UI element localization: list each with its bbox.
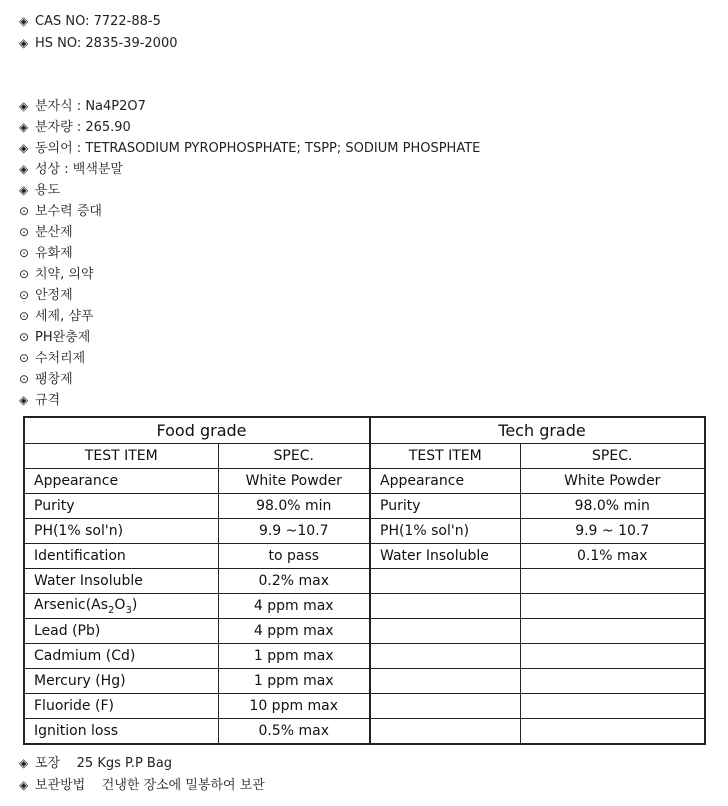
food-spec: White Powder (218, 469, 370, 494)
circle-dot-icon: ⊙ (19, 330, 30, 344)
diamond-icon: ◈ (19, 141, 29, 155)
column-header-row (24, 444, 705, 469)
circle-dot-icon: ⊙ (19, 204, 30, 218)
use-item (19, 307, 94, 326)
food-spec: 98.0% min (218, 494, 370, 519)
arsenic-sub-2: 2 (108, 604, 115, 616)
diamond-icon: ◈ (19, 14, 29, 28)
tech-item: Purity (370, 494, 520, 519)
table-row (24, 694, 705, 719)
circle-dot-icon: ⊙ (19, 246, 30, 260)
food-item: Identification (24, 544, 218, 569)
use-item (19, 370, 73, 389)
food-spec: 4 ppm max (218, 594, 370, 619)
arsenic-sub-3: 3 (125, 604, 132, 616)
tech-spec: 98.0% min (520, 494, 705, 519)
food-spec: to pass (218, 544, 370, 569)
use-text: 팽창제 (35, 372, 73, 387)
synonym-text: 동의어 : TETRASODIUM PYROPHOSPHATE; TSPP; SODIUM PHOSPHATE (35, 141, 481, 156)
empty-cell (370, 719, 520, 745)
diamond-icon: ◈ (19, 162, 29, 176)
arsenic-mid: O (114, 596, 126, 613)
empty-cell (370, 569, 520, 594)
use-item (19, 265, 94, 284)
tech-test-item-header: TEST ITEM (370, 444, 520, 469)
food-item: Fluoride (F) (24, 694, 218, 719)
empty-cell (520, 719, 705, 745)
appearance-text: 성상 : 백색분말 (35, 162, 123, 177)
food-spec-header: SPEC. (218, 444, 370, 469)
circle-dot-icon: ⊙ (19, 351, 30, 365)
empty-cell (370, 594, 520, 619)
spec-title: 규격 (35, 393, 61, 408)
table-row (24, 719, 705, 745)
formula-line (19, 97, 146, 116)
empty-cell (520, 644, 705, 669)
food-item: Cadmium (Cd) (24, 644, 218, 669)
food-spec: 10 ppm max (218, 694, 370, 719)
appearance-line (19, 160, 123, 179)
cas-line (19, 12, 161, 31)
empty-cell (370, 644, 520, 669)
circle-dot-icon: ⊙ (19, 225, 30, 239)
weight-line (19, 118, 131, 137)
table-row (24, 644, 705, 669)
use-item (19, 223, 73, 242)
food-spec: 1 ppm max (218, 644, 370, 669)
tech-item: PH(1% sol'n) (370, 519, 520, 544)
circle-dot-icon: ⊙ (19, 267, 30, 281)
table-row (24, 519, 705, 544)
tech-spec: 9.9 ~ 10.7 (520, 519, 705, 544)
storage-text: 보관방법 건냉한 장소에 밀봉하여 보관 (35, 778, 265, 793)
use-item (19, 286, 73, 305)
empty-cell (520, 569, 705, 594)
food-item: Water Insoluble (24, 569, 218, 594)
cas-number: CAS NO: 7722-88-5 (35, 14, 161, 29)
use-item (19, 349, 85, 368)
food-spec: 4 ppm max (218, 619, 370, 644)
empty-cell (520, 669, 705, 694)
tech-grade-header: Tech grade (370, 417, 705, 444)
use-text: 세제, 샴푸 (35, 309, 94, 324)
tech-item: Water Insoluble (370, 544, 520, 569)
empty-cell (520, 594, 705, 619)
circle-dot-icon: ⊙ (19, 288, 30, 302)
use-text: 수처리제 (35, 351, 86, 366)
use-text: 치약, 의약 (35, 267, 94, 282)
diamond-icon: ◈ (19, 99, 29, 113)
food-spec: 0.2% max (218, 569, 370, 594)
table-row (24, 494, 705, 519)
formula-text: 분자식 : Na4P2O7 (35, 99, 146, 114)
food-item: Mercury (Hg) (24, 669, 218, 694)
food-item: Ignition loss (24, 719, 218, 745)
diamond-icon: ◈ (19, 756, 29, 770)
use-text: 유화제 (35, 246, 73, 261)
tech-spec-header: SPEC. (520, 444, 705, 469)
table-row (24, 594, 705, 619)
weight-text: 분자량 : 265.90 (35, 120, 131, 135)
tech-spec: 0.1% max (520, 544, 705, 569)
spec-table (23, 416, 706, 745)
food-spec: 0.5% max (218, 719, 370, 745)
diamond-icon: ◈ (19, 120, 29, 134)
use-text: 보수력 증대 (35, 204, 102, 219)
table-row (24, 544, 705, 569)
empty-cell (520, 694, 705, 719)
food-item: Appearance (24, 469, 218, 494)
circle-dot-icon: ⊙ (19, 309, 30, 323)
use-item (19, 244, 73, 263)
grade-header-row (24, 417, 705, 444)
tech-spec: White Powder (520, 469, 705, 494)
table-row (24, 569, 705, 594)
usage-title-line (19, 181, 60, 200)
use-text: 안정제 (35, 288, 73, 303)
synonym-line (19, 139, 480, 158)
spec-title-line (19, 391, 60, 410)
empty-cell (370, 694, 520, 719)
table-row (24, 619, 705, 644)
food-item (24, 594, 218, 619)
arsenic-prefix: Arsenic(As (34, 596, 109, 613)
use-item (19, 202, 102, 221)
diamond-icon: ◈ (19, 393, 29, 407)
diamond-icon: ◈ (19, 183, 29, 197)
food-item: PH(1% sol'n) (24, 519, 218, 544)
food-grade-header: Food grade (24, 417, 370, 444)
diamond-icon: ◈ (19, 36, 29, 50)
packing-line (19, 754, 172, 773)
arsenic-suffix: ) (131, 596, 138, 613)
usage-title: 용도 (35, 183, 61, 198)
empty-cell (370, 619, 520, 644)
empty-cell (520, 619, 705, 644)
table-row (24, 669, 705, 694)
packing-text: 포장 25 Kgs P.P Bag (35, 756, 173, 771)
food-test-item-header: TEST ITEM (24, 444, 218, 469)
storage-line (19, 776, 265, 795)
use-item (19, 328, 90, 347)
circle-dot-icon: ⊙ (19, 372, 30, 386)
hs-number: HS NO: 2835-39-2000 (35, 36, 178, 51)
use-text: 분산제 (35, 225, 73, 240)
tech-item: Appearance (370, 469, 520, 494)
diamond-icon: ◈ (19, 778, 29, 792)
food-spec: 1 ppm max (218, 669, 370, 694)
hs-line (19, 34, 178, 53)
food-item: Purity (24, 494, 218, 519)
table-row (24, 469, 705, 494)
empty-cell (370, 669, 520, 694)
food-spec: 9.9 ~10.7 (218, 519, 370, 544)
use-text: PH완충제 (35, 330, 91, 345)
food-item: Lead (Pb) (24, 619, 218, 644)
